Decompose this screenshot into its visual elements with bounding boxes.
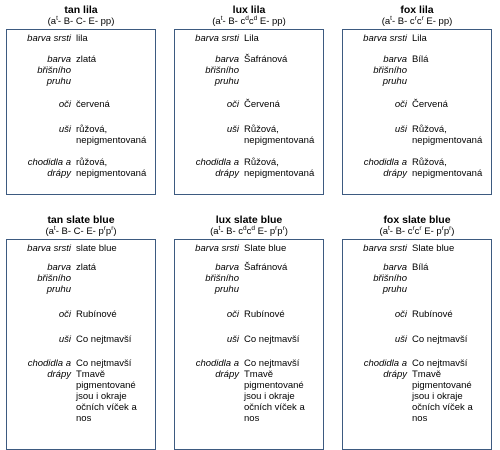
value-barva-bricha: zlatá — [76, 262, 97, 273]
value-usi: Růžová, nepigmentovaná — [244, 124, 315, 146]
row-usi — [345, 334, 489, 358]
row-chodidla — [9, 157, 153, 181]
label-usi: uši — [226, 124, 239, 135]
label-usi: uši — [394, 124, 407, 135]
value-usi: Co nejtmavší — [244, 334, 300, 345]
label-barva-srsti: barva srsti — [363, 243, 407, 254]
value-oci: Rubínové — [76, 309, 117, 320]
value-oci: Červená — [244, 99, 280, 110]
row-usi — [345, 124, 489, 157]
card-title: tan lila — [64, 4, 98, 16]
label-oci: oči — [226, 99, 239, 110]
value-chodidla: Růžová, nepigmentovaná — [244, 157, 315, 179]
row-barva-srsti — [345, 33, 489, 54]
label-usi: uši — [58, 334, 71, 345]
value-oci: červená — [76, 99, 110, 110]
label-chodidla: chodidla a drápy — [195, 157, 239, 179]
card-tan-slate-blue — [6, 214, 156, 450]
row-barva-srsti — [9, 243, 153, 262]
label-barva-srsti: barva srsti — [195, 33, 239, 44]
card-title: tan slate blue — [47, 214, 115, 226]
value-barva-srsti: Lila — [244, 33, 259, 44]
row-barva-bricha — [9, 54, 153, 99]
value-chodidla: Co nejtmavší Tmavě pigmentované jsou i okraje očních víček a nos — [412, 358, 473, 424]
value-chodidla: Růžová, nepigmentovaná — [412, 157, 483, 179]
row-chodidla — [177, 157, 321, 181]
label-barva-bricha: barva břišního pruhu — [205, 262, 239, 295]
genotype: ($a^t-$ B- $c^rc^r$ E- $p^rp^r$) — [379, 225, 455, 237]
row-chodidla — [345, 157, 489, 181]
genotype: ($a^t-$ B- C- E- $p^rp^r$) — [45, 225, 117, 237]
label-barva-srsti: barva srsti — [27, 33, 71, 44]
label-barva-bricha: barva břišního pruhu — [205, 54, 239, 87]
row-usi — [9, 334, 153, 358]
value-usi: růžová, nepigmentovaná — [76, 124, 147, 146]
card-lux-lila — [174, 4, 324, 195]
row-oci — [9, 99, 153, 124]
row-chodidla — [177, 358, 321, 424]
label-barva-bricha: barva břišního pruhu — [37, 54, 71, 87]
trait-box — [6, 29, 156, 195]
value-usi: Co nejtmavší — [412, 334, 468, 345]
value-barva-srsti: Slate blue — [244, 243, 287, 254]
value-chodidla: Co nejtmavší Tmavě pigmentované jsou i okraje očních víček a nos — [244, 358, 305, 424]
label-chodidla: chodidla a drápy — [363, 157, 407, 179]
row-oci — [345, 309, 489, 334]
card-lux-slate-blue — [174, 214, 324, 450]
row-barva-srsti — [345, 243, 489, 262]
value-usi: Růžová, nepigmentovaná — [412, 124, 483, 146]
value-oci: Rubínové — [244, 309, 285, 320]
label-oci: oči — [58, 309, 71, 320]
label-oci: oči — [226, 309, 239, 320]
trait-box — [342, 239, 492, 450]
row-usi — [177, 334, 321, 358]
row-oci — [177, 99, 321, 124]
label-chodidla: chodidla a drápy — [195, 358, 239, 380]
row-barva-srsti — [177, 243, 321, 262]
value-barva-bricha: Bílá — [412, 54, 429, 65]
row-barva-bricha — [177, 262, 321, 309]
card-title: lux lila — [232, 4, 266, 16]
value-barva-srsti: Lila — [412, 33, 427, 44]
label-usi: uši — [226, 334, 239, 345]
value-barva-bricha: Bílá — [412, 262, 429, 273]
label-barva-srsti: barva srsti — [27, 243, 71, 254]
row-oci — [9, 309, 153, 334]
row-oci — [177, 309, 321, 334]
value-barva-bricha: Šafránová — [244, 54, 288, 65]
label-chodidla: chodidla a drápy — [363, 358, 407, 380]
value-barva-bricha: Šafránová — [244, 262, 288, 273]
row-chodidla — [9, 358, 153, 424]
row-usi — [9, 124, 153, 157]
genotype: ($a^t-$ B- C- E- pp) — [47, 15, 115, 27]
card-title: lux slate blue — [215, 214, 283, 226]
row-barva-bricha — [9, 262, 153, 309]
label-chodidla: chodidla a drápy — [27, 157, 71, 179]
label-barva-bricha: barva břišního pruhu — [37, 262, 71, 295]
label-barva-bricha: barva břišního pruhu — [373, 262, 407, 295]
label-usi: uši — [58, 124, 71, 135]
trait-box — [174, 29, 324, 195]
value-barva-srsti: slate blue — [76, 243, 117, 254]
row-barva-bricha — [345, 54, 489, 99]
label-oci: oči — [394, 99, 407, 110]
value-oci: Červená — [412, 99, 448, 110]
card-fox-slate-blue — [342, 214, 492, 450]
label-barva-srsti: barva srsti — [363, 33, 407, 44]
card-tan-lila — [6, 4, 156, 195]
row-usi — [177, 124, 321, 157]
card-title: fox lila — [400, 4, 434, 16]
row-barva-srsti — [9, 33, 153, 54]
row-oci — [345, 99, 489, 124]
genotype: ($a^t-$ B- $c^rc^r$ E- pp) — [381, 15, 453, 27]
trait-box — [342, 29, 492, 195]
genotype: ($a^t-$ B- $c^dc^d$ E- $p^rp^r$) — [210, 225, 288, 237]
value-barva-bricha: zlatá — [76, 54, 97, 65]
trait-box — [174, 239, 324, 450]
card-title: fox slate blue — [383, 214, 451, 226]
label-chodidla: chodidla a drápy — [27, 358, 71, 380]
value-oci: Rubínové — [412, 309, 453, 320]
value-chodidla: Co nejtmavší Tmavě pigmentované jsou i okraje očních víček a nos — [76, 358, 137, 424]
label-barva-srsti: barva srsti — [195, 243, 239, 254]
trait-box — [6, 239, 156, 450]
value-chodidla: růžová, nepigmentovaná — [76, 157, 147, 179]
genotype: ($a^t-$ B- $c^dc^d$ E- pp) — [212, 15, 286, 27]
row-barva-bricha — [345, 262, 489, 309]
row-barva-srsti — [177, 33, 321, 54]
label-barva-bricha: barva břišního pruhu — [373, 54, 407, 87]
label-oci: oči — [58, 99, 71, 110]
value-barva-srsti: Slate blue — [412, 243, 455, 254]
row-barva-bricha — [177, 54, 321, 99]
row-chodidla — [345, 358, 489, 424]
label-usi: uši — [394, 334, 407, 345]
label-oci: oči — [394, 309, 407, 320]
value-barva-srsti: lila — [76, 33, 88, 44]
value-usi: Co nejtmavší — [76, 334, 132, 345]
card-fox-lila — [342, 4, 492, 195]
